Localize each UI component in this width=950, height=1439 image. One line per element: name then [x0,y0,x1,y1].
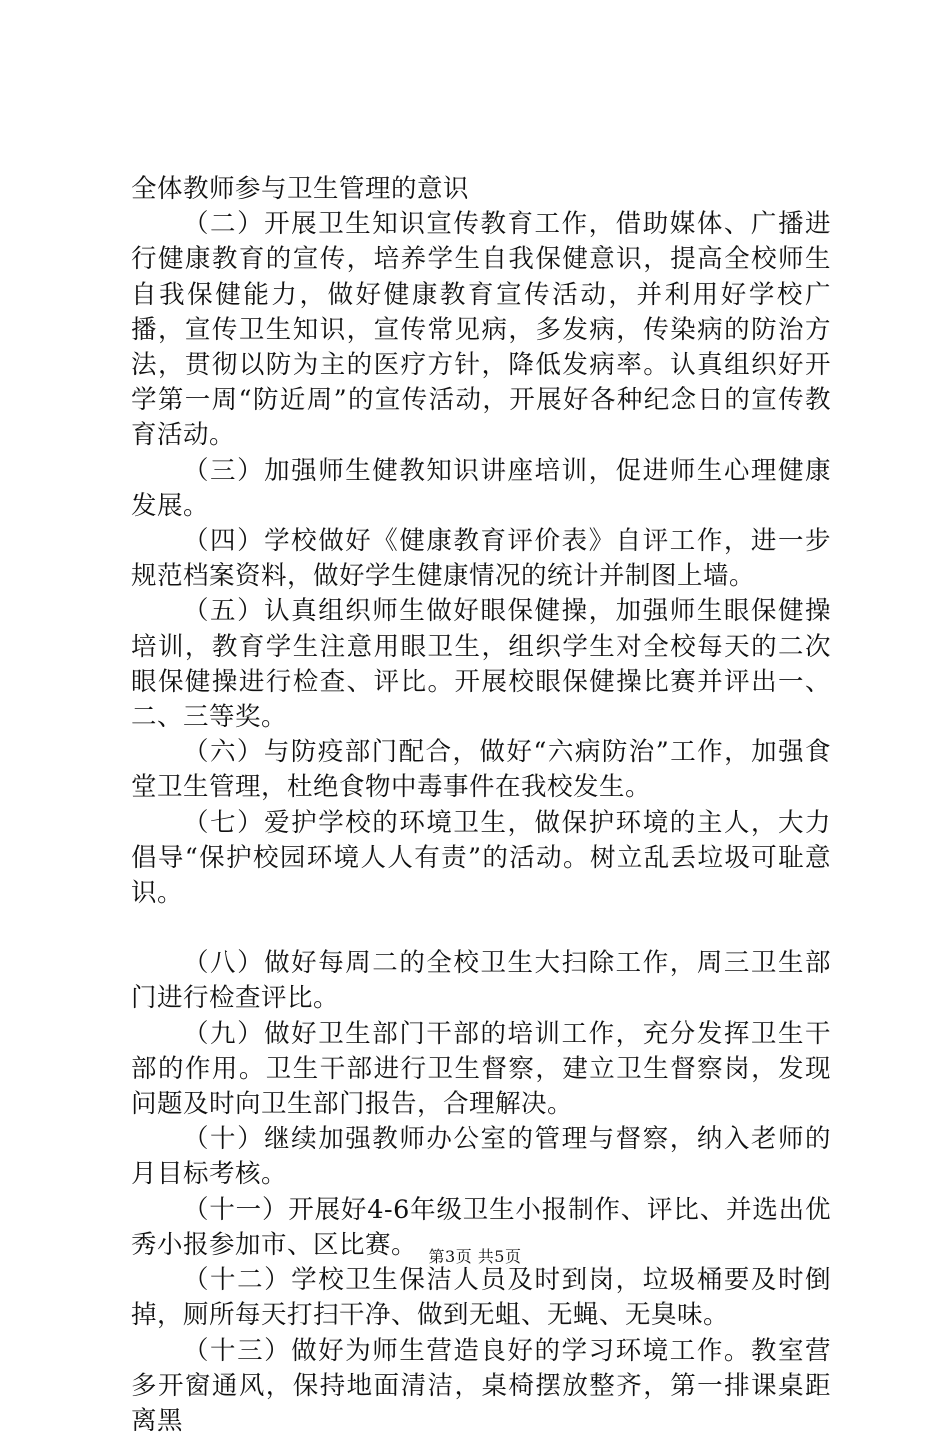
paragraph-item-10: （十）继续加强教师办公室的管理与督察，纳入老师的月目标考核。 [131,1122,831,1192]
paragraph-item-4: （四）学校做好《健康教育评价表》自评工作，进一步规范档案资料，做好学生健康情况的统计并制图上墙。 [131,524,831,594]
paragraph-item-2: （二）开展卫生知识宣传教育工作，借助媒体、广播进行健康教育的宣传，培养学生自我保健意识，提高全校师生自我保健能力，做好健康教育宣传活动，并利用好学校广播，宣传卫生知识，宣传常见病，多发病，传染病的防治方法，贯彻以防为主的医疗方针，降低发病率。认真组织好开学第一周“防近周”的宣传活动，开展好各种纪念日的宣传教育活动。 [131,207,831,453]
paragraph-item-8: （八）做好每周二的全校卫生大扫除工作，周三卫生部门进行检查评比。 [131,946,831,1016]
page-number-footer: 第3页 共5页 [0,1244,950,1267]
paragraph-item-5: （五）认真组织师生做好眼保健操，加强师生眼保健操培训，教育学生注意用眼卫生，组织学生对全校每天的二次眼保健操进行检查、评比。开展校眼保健操比赛并评出一、二、三等奖。 [131,594,831,735]
paragraph-item-3: （三）加强师生健教知识讲座培训，促进师生心理健康发展。 [131,454,831,524]
paragraph-item-9: （九）做好卫生部门干部的培训工作，充分发挥卫生干部的作用。卫生干部进行卫生督察，建立卫生督察岗，发现问题及时向卫生部门报告，合理解决。 [131,1017,831,1123]
paragraph-item-11: （十一）开展好4-6年级卫生小报制作、评比、并选出优秀小报参加市、区比赛。 [131,1193,831,1263]
paragraph-item-7: （七）爱护学校的环境卫生，做保护环境的主人，大力倡导“保护校园环境人人有责”的活动。树立乱丢垃圾可耻意识。 [131,806,831,912]
paragraph-item-13: （十三）做好为师生营造良好的学习环境工作。教室营多开窗通风，保持地面清洁，桌椅摆放整齐，第一排课桌距离黑 [131,1334,831,1439]
paragraph-item-12: （十二）学校卫生保洁人员及时到岗，垃圾桶要及时倒掉，厕所每天打扫干净、做到无蛆、无蝇、无臭味。 [131,1263,831,1333]
paragraph-item-6: （六）与防疫部门配合，做好“六病防治”工作，加强食堂卫生管理，杜绝食物中毒事件在我校发生。 [131,735,831,805]
paragraph-continuation: 全体教师参与卫生管理的意识 [131,172,831,207]
